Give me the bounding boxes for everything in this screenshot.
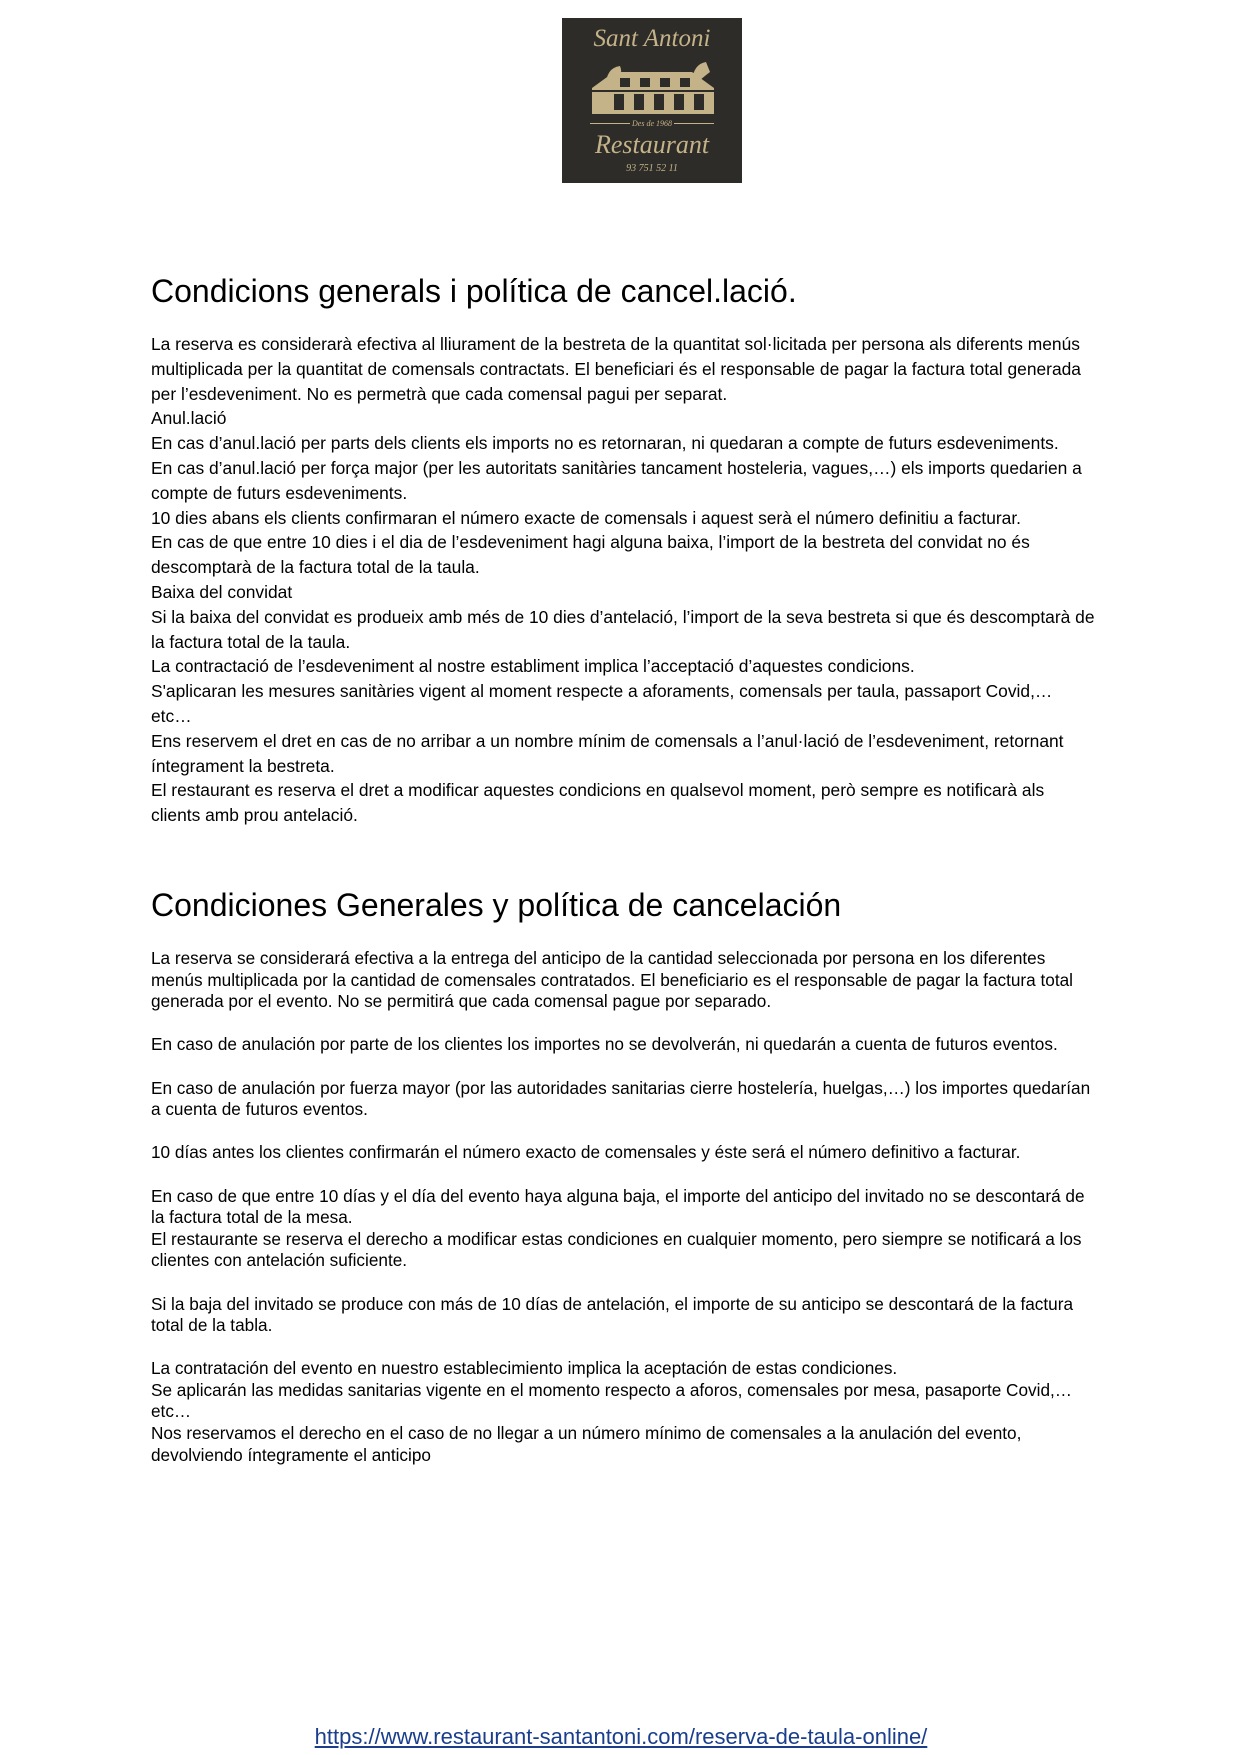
spanish-paragraph: 10 días antes los clientes confirmarán el número exacto de comensales y éste será el número definitivo a facturar. [151,1142,1021,1163]
catalan-paragraph: La reserva es considerarà efectiva al lliurament de la bestreta de la quantitat sol·licitada per persona als diferents menús multiplicada per la quantitat de comensals contractats. El beneficiari és el responsable de pagar la factura total generada per l’esdeveniment. No es permetrà que cada comensal pagui per separat. [151,334,1081,404]
catalan-conditions [151,332,1096,828]
catalan-paragraph: La contractació de l’esdeveniment al nostre establiment implica l’acceptació d’aquestes condicions. [151,656,915,677]
spanish-paragraph: La contratación del evento en nuestro establecimiento implica la aceptación de estas condiciones. [151,1358,898,1379]
restaurant-logo [562,18,742,183]
logo-name-bottom: Restaurant [594,130,710,159]
spanish-conditions [151,948,1096,1466]
spanish-paragraph: Se aplicarán las medidas sanitarias vigente en el momento respecto a aforos, comensales por mesa, pasaporte Covid,… etc… [151,1379,1072,1422]
spanish-title: Condiciones Generales y política de cancelación [151,887,842,923]
spanish-paragraph: En caso de que entre 10 días y el día del evento haya alguna baja, el importe del anticipo del invitado no se descontará de la factura total de la mesa. [151,1185,1085,1228]
catalan-subheading-cancellation: Anul.lació [151,408,227,429]
spanish-paragraph: La reserva se considerará efectiva a la entrega del anticipo de la cantidad seleccionada por persona en los diferentes menús multiplicada por la cantidad de comensales contratados. El beneficiario es el responsable de pagar la factura total generada por el evento. No se permitirá que cada comensal pague por separado. [151,948,1073,1012]
logo-rule-right [674,123,714,124]
logo-name-top: Sant Antoni [593,25,711,52]
spanish-paragraph: Nos reservamos el derecho en el caso de no llegar a un número mínimo de comensales a la anulación del evento, devolviendo íntegramente el anticipo [151,1423,1022,1465]
catalan-paragraph: 10 dies abans els clients confirmaran el número exacte de comensals i aquest serà el número definitiu a facturar. [151,507,1021,528]
catalan-title: Condicions generals i política de cancel.lació. [151,273,797,309]
logo-phone: 93 751 52 11 [626,163,678,174]
spanish-paragraph: Si la baja del invitado se produce con más de 10 días de antelación, el importe de su anticipo se descontará de la factura total de la tabla. [151,1293,1074,1336]
catalan-paragraph: El restaurant es reserva el dret a modificar aquestes condicions en qualsevol moment, però sempre es notificarà als clients amb prou antelació. [151,780,1045,826]
catalan-paragraph: En cas d’anul.lació per força major (per les autoritats sanitàries tancament hosteleria, vagues,…) els imports quedarien a compte de futurs esdeveniments. [151,457,1082,503]
catalan-paragraph: Ens reservem el dret en cas de no arribar a un nombre mínim de comensals a l’anul·lació de l’esdeveniment, retornant íntegrament la bestreta. [151,730,1064,776]
catalan-subheading-guest-drop: Baixa del convidat [151,581,293,602]
spanish-paragraph: En caso de anulación por parte de los clientes los importes no se devolverán, ni quedarán a cuenta de futuros eventos. [151,1034,1058,1055]
spanish-paragraph: En caso de anulación por fuerza mayor (por las autoridades sanitarias cierre hostelería, huelgas,…) los importes quedarían a cuenta de futuros eventos. [151,1077,1091,1120]
catalan-paragraph: Si la baixa del convidat es produeix amb més de 10 dies d’antelació, l’import de la seva bestreta si que és descomptarà de la factura total de la taula. [151,606,1095,652]
catalan-paragraph: En cas de que entre 10 dies i el dia de l’esdeveniment hagi alguna baixa, l’import de la bestreta del convidat no és descomptarà de la factura total de la taula. [151,532,1030,578]
spanish-paragraph: El restaurante se reserva el derecho a modificar estas condiciones en cualquier momento, pero siempre se notificará a los clientes con antelación suficiente. [151,1228,1082,1271]
catalan-paragraph: S'aplicaran les mesures sanitàries vigent al moment respecte a aforaments, comensals per taula, passaport Covid,… etc… [151,681,1053,726]
restaurant-building-icon [584,58,720,116]
reservation-link[interactable]: https://www.restaurant-santantoni.com/reserva-de-taula-online/ [314,1724,928,1749]
catalan-paragraph: En cas d’anul.lació per parts dels clients els imports no es retornaran, ni quedaran a compte de futurs esdeveniments. [151,433,1059,454]
logo-established: Des de 1968 [632,119,672,128]
